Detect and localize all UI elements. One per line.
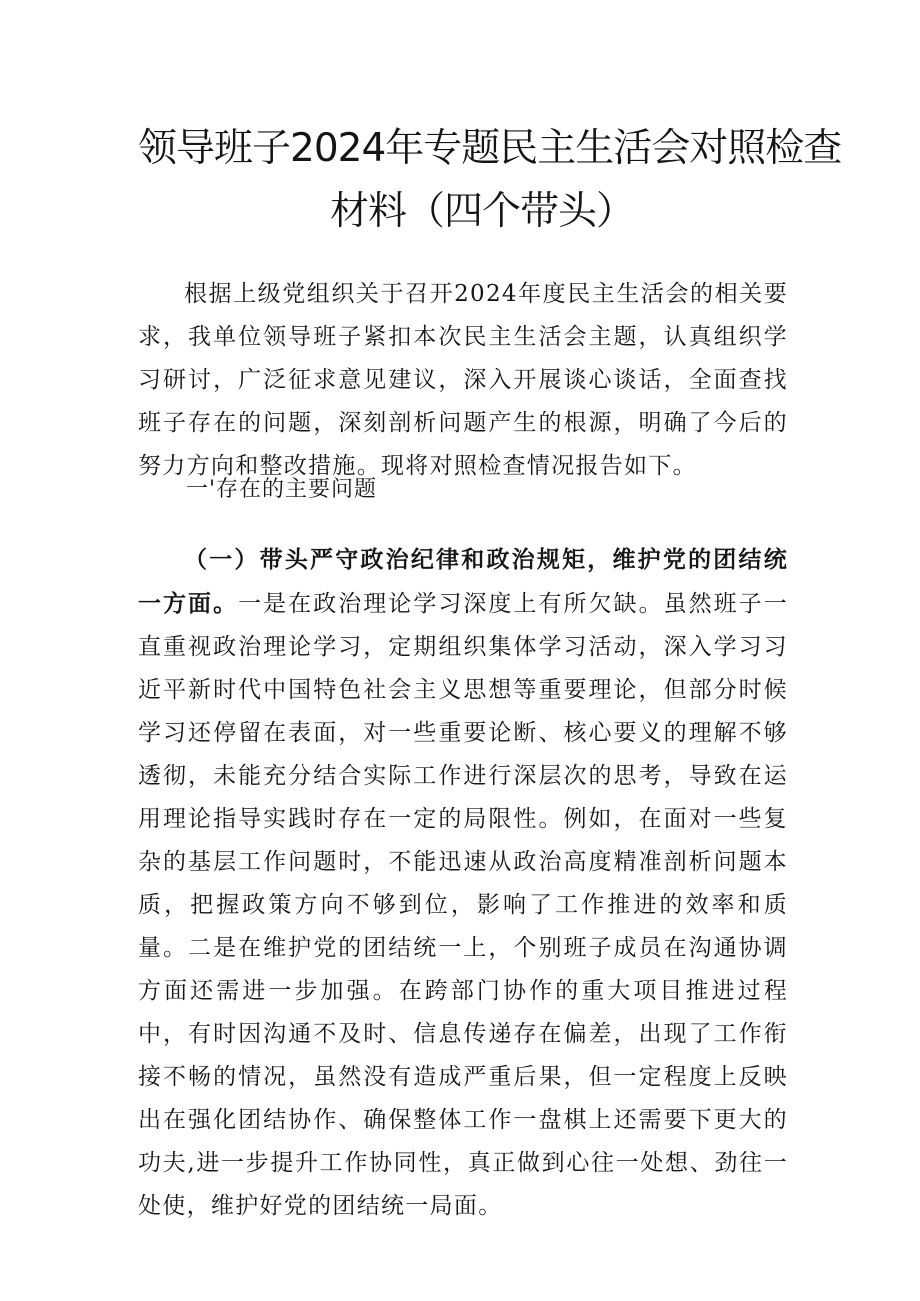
subsection-body: 一是在政治理论学习深度上有所欠缺。虽然班子一直重视政治理论学习，定期组织集体学习活动，深入学习习近平新时代中国特色社会主义思想等重要理论，但部分时候学习还停留在表面，对一些重要论断、核心要义的理解不够透彻，未能充分结合实际工作进行深层次的思考，导致在运用理论指导实践时存在一定的局限性。例如，在面对一些复杂的基层工作问题时，不能迅速从政治高度精准剖析问题本质，把握政策方向不够到位，影响了工作推进的效率和质量。二是在维护党的团结统一上，个别班子成员在沟通协调方面还需进一步加强。在跨部门协作的重大项目推进过程中，有时因沟通不及时、信息传递存在偏差，出现了工作衔接不畅的情况，虽然没有造成严重后果，但一定程度上反映出在强化团结协作、确保整体工作一盘棋上还需要下更大的功夫,进一步提升工作协同性，真正做到心往一处想、劲往一处使，维护好党的团结统一局面。 xyxy=(138,591,789,1219)
section-heading: 一'存在的主要问题 xyxy=(186,477,378,502)
intro-paragraph: 根据上级党组织关于召开2024年度民主生活会的相关要求，我单位领导班子紧扣本次民主生活会主题，认真组织学习研讨，广泛征求意见建议，深入开展谈心谈话，全面查找班子存在的问题，深刻剖析问题产生的根源，明确了今后的努力方向和整改措施。现将对照检查情况报告如下。 xyxy=(138,281,788,479)
subsection-title: （一）带头严守政治纪律和政治规矩，维护党的团结统一方面。 xyxy=(138,546,788,617)
subsection-paragraph xyxy=(138,538,788,1228)
document-title-line-2: 材料（四个带头） xyxy=(330,189,635,234)
document-title-line-1: 领导班子2024年专题民主生活会对照检查 xyxy=(138,126,842,171)
